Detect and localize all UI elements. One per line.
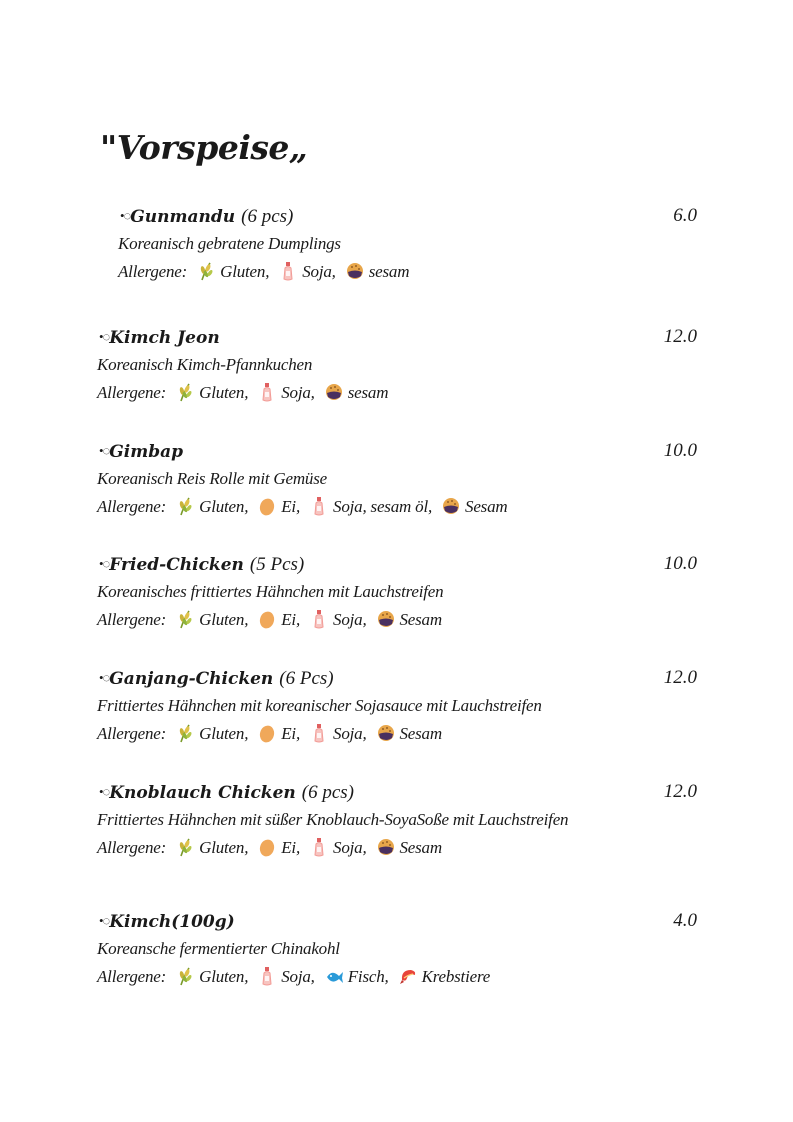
allergen-tag bbox=[197, 260, 269, 284]
bullet-icon: •◌ bbox=[99, 443, 110, 458]
allergen-label: Ei, bbox=[281, 497, 301, 516]
menu-item bbox=[0, 551, 793, 641]
allergen-label: Gluten, bbox=[220, 262, 270, 281]
allergen-tag bbox=[176, 722, 248, 746]
allergen-tag bbox=[325, 965, 389, 989]
allergen-label: Soja, bbox=[333, 610, 367, 629]
allergen-line bbox=[97, 608, 442, 632]
allergen-tag bbox=[377, 608, 442, 632]
item-price: 12.0 bbox=[663, 667, 697, 688]
allergen-label: Gluten, bbox=[199, 724, 249, 743]
item-name: Fried-Chicken bbox=[109, 555, 244, 575]
allergen-tag bbox=[176, 965, 248, 989]
shrimp-icon bbox=[399, 966, 417, 986]
allergen-label: Ei, bbox=[281, 724, 301, 743]
item-price: 12.0 bbox=[663, 326, 697, 347]
item-description: Frittiertes Hähnchen mit koreanischer Sojasauce mit Lauchstreifen bbox=[97, 696, 542, 715]
allergen-tag bbox=[377, 836, 442, 860]
soy-bottle-icon bbox=[258, 966, 276, 986]
fish-icon bbox=[325, 966, 343, 986]
sesame-icon bbox=[346, 261, 364, 281]
soy-bottle-icon bbox=[310, 609, 328, 629]
item-name: Knoblauch Chicken bbox=[109, 783, 296, 803]
allergens-label: Allergene: bbox=[97, 610, 167, 629]
allergen-line bbox=[97, 495, 507, 519]
allergen-tag bbox=[258, 608, 300, 632]
allergen-label: Gluten, bbox=[199, 838, 249, 857]
allergen-tag bbox=[176, 608, 248, 632]
allergen-label: Ei, bbox=[281, 838, 301, 857]
bullet-icon: •◌ bbox=[99, 784, 110, 799]
sesame-icon bbox=[325, 382, 343, 402]
item-price: 10.0 bbox=[663, 553, 697, 574]
bullet-icon: •◌ bbox=[99, 913, 110, 928]
egg-icon bbox=[258, 723, 276, 743]
item-price: 6.0 bbox=[673, 205, 697, 226]
allergen-label: Ei, bbox=[281, 610, 301, 629]
allergen-tag bbox=[176, 381, 248, 405]
soy-bottle-icon bbox=[310, 837, 328, 857]
allergen-label: Soja, bbox=[333, 724, 367, 743]
allergen-label: Sesam bbox=[465, 497, 508, 516]
allergens-label: Allergene: bbox=[97, 724, 167, 743]
allergen-line bbox=[118, 260, 409, 284]
allergen-label: Sesam bbox=[399, 610, 442, 629]
allergen-tag bbox=[310, 495, 432, 519]
sesame-icon bbox=[442, 496, 460, 516]
allergens-label: Allergene: bbox=[97, 967, 167, 986]
wheat-icon bbox=[176, 966, 194, 986]
wheat-icon bbox=[197, 261, 215, 281]
allergen-label: Gluten, bbox=[199, 383, 249, 402]
allergen-label: Soja, bbox=[281, 967, 315, 986]
allergens-label: Allergene: bbox=[97, 497, 167, 516]
item-description: Frittiertes Hähnchen mit süßer Knoblauch-SoyaSoße mit Lauchstreifen bbox=[97, 810, 569, 829]
allergen-label: Soja, bbox=[333, 838, 367, 857]
allergens-label: Allergene: bbox=[118, 262, 188, 281]
allergen-tag bbox=[279, 260, 335, 284]
allergen-tag bbox=[399, 965, 491, 989]
item-name: Gimbap bbox=[109, 442, 184, 462]
menu-item bbox=[0, 665, 793, 755]
allergen-tag bbox=[346, 260, 410, 284]
allergen-label: Soja, sesam öl, bbox=[333, 497, 433, 516]
allergen-line bbox=[97, 381, 388, 405]
item-portion: (6 pcs) bbox=[301, 782, 354, 803]
menu-item bbox=[0, 438, 793, 528]
allergen-label: Gluten, bbox=[199, 497, 249, 516]
allergen-line bbox=[97, 722, 442, 746]
bullet-icon: •◌ bbox=[99, 670, 110, 685]
soy-bottle-icon bbox=[279, 261, 297, 281]
item-description: Koreansche fermentierter Chinakohl bbox=[97, 939, 340, 958]
allergen-label: sesam bbox=[347, 383, 389, 402]
allergen-label: Soja, bbox=[281, 383, 315, 402]
item-portion: (6 Pcs) bbox=[279, 668, 334, 689]
wheat-icon bbox=[176, 837, 194, 857]
allergen-tag bbox=[258, 722, 300, 746]
allergen-line bbox=[97, 836, 442, 860]
allergen-label: Soja, bbox=[302, 262, 336, 281]
page-title: "Vorspeise„ bbox=[100, 128, 308, 167]
item-name-line bbox=[99, 665, 334, 691]
soy-bottle-icon bbox=[258, 382, 276, 402]
item-name-line bbox=[120, 203, 293, 229]
item-portion: (5 Pcs) bbox=[249, 554, 305, 575]
item-price: 4.0 bbox=[673, 910, 697, 931]
menu-item bbox=[0, 324, 793, 414]
allergen-label: Sesam bbox=[399, 838, 442, 857]
soy-bottle-icon bbox=[310, 723, 328, 743]
menu-item bbox=[0, 779, 793, 869]
allergen-tag bbox=[310, 608, 366, 632]
egg-icon bbox=[258, 837, 276, 857]
soy-bottle-icon bbox=[310, 496, 328, 516]
allergen-label: Krebstiere bbox=[421, 967, 491, 986]
allergen-line bbox=[97, 965, 490, 989]
item-name-line bbox=[99, 779, 354, 805]
item-name: Kimch(100g) bbox=[109, 912, 235, 932]
item-description: Koreanisch Kimch-Pfannkuchen bbox=[97, 355, 313, 374]
bullet-icon: •◌ bbox=[99, 329, 110, 344]
item-description: Koreanisches frittiertes Hähnchen mit Lauchstreifen bbox=[97, 582, 444, 601]
menu-item bbox=[0, 908, 793, 998]
item-name-line bbox=[99, 438, 183, 464]
allergen-tag bbox=[176, 495, 248, 519]
bullet-icon: •◌ bbox=[120, 208, 131, 223]
wheat-icon bbox=[176, 723, 194, 743]
item-name-line bbox=[99, 551, 304, 577]
wheat-icon bbox=[176, 496, 194, 516]
wheat-icon bbox=[176, 609, 194, 629]
allergen-label: Sesam bbox=[399, 724, 442, 743]
allergen-tag bbox=[325, 381, 389, 405]
allergen-tag bbox=[310, 836, 366, 860]
egg-icon bbox=[258, 609, 276, 629]
item-description: Koreanisch gebratene Dumplings bbox=[118, 234, 341, 253]
allergen-tag bbox=[258, 836, 300, 860]
sesame-icon bbox=[377, 723, 395, 743]
item-name: Gunmandu bbox=[130, 207, 236, 227]
item-name: Kimch Jeon bbox=[109, 328, 220, 348]
allergen-tag bbox=[442, 495, 507, 519]
item-description: Koreanisch Reis Rolle mit Gemüse bbox=[97, 469, 327, 488]
allergens-label: Allergene: bbox=[97, 383, 167, 402]
allergen-label: Fisch, bbox=[347, 967, 389, 986]
allergen-label: Gluten, bbox=[199, 610, 249, 629]
allergens-label: Allergene: bbox=[97, 838, 167, 857]
allergen-label: Gluten, bbox=[199, 967, 249, 986]
egg-icon bbox=[258, 496, 276, 516]
allergen-tag bbox=[258, 965, 314, 989]
menu-item bbox=[0, 203, 793, 293]
item-portion: (6 pcs) bbox=[241, 206, 294, 227]
item-name: Ganjang-Chicken bbox=[109, 669, 274, 689]
bullet-icon: •◌ bbox=[99, 556, 110, 571]
allergen-tag bbox=[258, 381, 314, 405]
item-name-line bbox=[99, 324, 220, 350]
item-name-line bbox=[99, 908, 235, 934]
allergen-tag bbox=[377, 722, 442, 746]
sesame-icon bbox=[377, 609, 395, 629]
item-price: 10.0 bbox=[663, 440, 697, 461]
allergen-tag bbox=[310, 722, 366, 746]
item-price: 12.0 bbox=[663, 781, 697, 802]
allergen-label: sesam bbox=[368, 262, 410, 281]
sesame-icon bbox=[377, 837, 395, 857]
allergen-tag bbox=[176, 836, 248, 860]
allergen-tag bbox=[258, 495, 300, 519]
wheat-icon bbox=[176, 382, 194, 402]
